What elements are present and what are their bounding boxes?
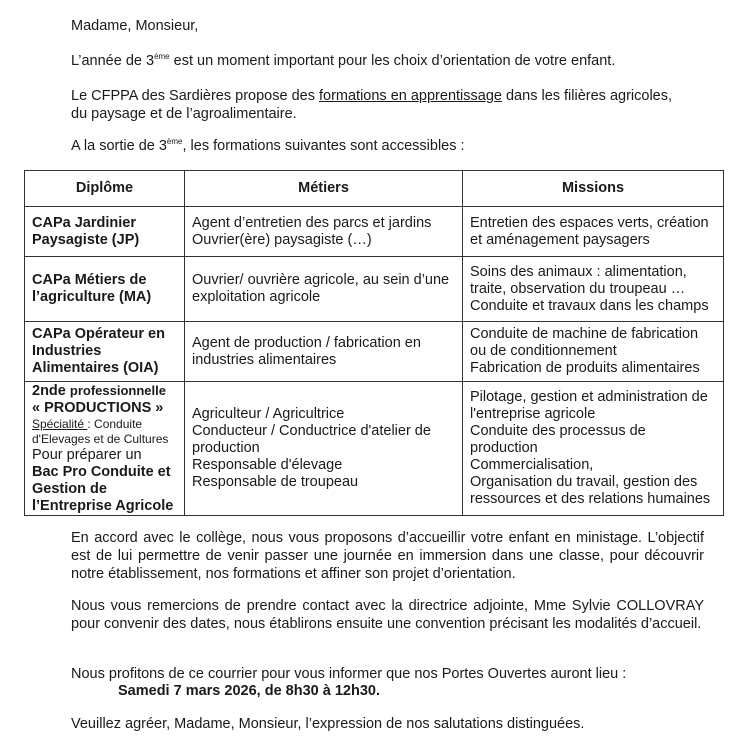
header-missions: Missions: [463, 171, 724, 207]
contact-paragraph: Nous vous remercions de prendre contact avec la directrice adjointe, Mme Sylvie COLLOVRAY pour convenir des dates, nous établirons ensuite une convention précisant les modalités d’accueil.: [71, 598, 704, 632]
accessible-paragraph: A la sortie de 3ème, les formations suivantes sont accessibles :: [71, 137, 465, 154]
missions-cell: Conduite de machine de fabrication ou de conditionnement Fabrication de produits alimentaires: [463, 322, 724, 382]
portes-ouvertes-date: Samedi 7 mars 2026, de 8h30 à 12h30.: [118, 683, 380, 699]
cfppa-paragraph: Le CFPPA des Sardières propose des formations en apprentissage dans les filières agricoles, du paysage et de l’agroalimentaire.: [71, 88, 673, 122]
header-metiers: Métiers: [185, 171, 463, 207]
diplome-cell: 2nde professionnelle « PRODUCTIONS » Spécialité : Conduite d'Elevages et de Cultures Pour préparer un Bac Pro Conduite et Gestion de l’Entreprise Agricole: [25, 382, 185, 516]
table-row: [25, 257, 724, 322]
missions-cell: Soins des animaux : alimentation, traite, observation du troupeau … Conduite et travaux dans les champs: [463, 257, 724, 322]
table-row: [25, 207, 724, 257]
intro-paragraph: L’année de 3ème est un moment important pour les choix d’orientation de votre enfant.: [71, 52, 616, 69]
table-row: [25, 382, 724, 516]
metiers-cell: Agent d’entretien des parcs et jardins Ouvrier(ère) paysagiste (…): [185, 207, 463, 257]
portes-ouvertes-paragraph: Nous profitons de ce courrier pour vous informer que nos Portes Ouvertes auront lieu :: [71, 666, 627, 682]
table-row: [25, 322, 724, 382]
diplome-cell: CAPa Opérateur en Industries Alimentaires (OIA): [25, 322, 185, 382]
metiers-cell: Agriculteur / Agricultrice Conducteur / Conductrice d'atelier de production Responsable d'élevage Responsable de troupeau: [185, 382, 463, 516]
ministage-paragraph: En accord avec le collège, nous vous proposons d’accueillir votre enfant en ministage. L’objectif est de lui permettre de venir passer une journée en immersion dans une classe, pour découvrir notre établissement, nos formations et affiner son projet d’orientation.: [71, 530, 704, 582]
metiers-cell: Ouvrier/ ouvrière agricole, au sein d’une exploitation agricole: [185, 257, 463, 322]
table-header-row: [25, 171, 724, 207]
salutation: Madame, Monsieur,: [71, 18, 199, 34]
formations-link: formations en apprentissage: [318, 88, 502, 104]
missions-cell: Entretien des espaces verts, création et aménagement paysagers: [463, 207, 724, 257]
formations-table: [24, 170, 724, 516]
closing-paragraph: Veuillez agréer, Madame, Monsieur, l’expression de nos salutations distinguées.: [71, 716, 585, 732]
diplome-cell: CAPa Jardinier Paysagiste (JP): [25, 207, 185, 257]
diplome-cell: CAPa Métiers de l’agriculture (MA): [25, 257, 185, 322]
missions-cell: Pilotage, gestion et administration de l'entreprise agricole Conduite des processus de production Commercialisation, Organisation du travail, gestion des ressources et des relations humaines: [463, 382, 724, 516]
metiers-cell: Agent de production / fabrication en industries alimentaires: [185, 322, 463, 382]
header-diplome: Diplôme: [25, 171, 185, 207]
